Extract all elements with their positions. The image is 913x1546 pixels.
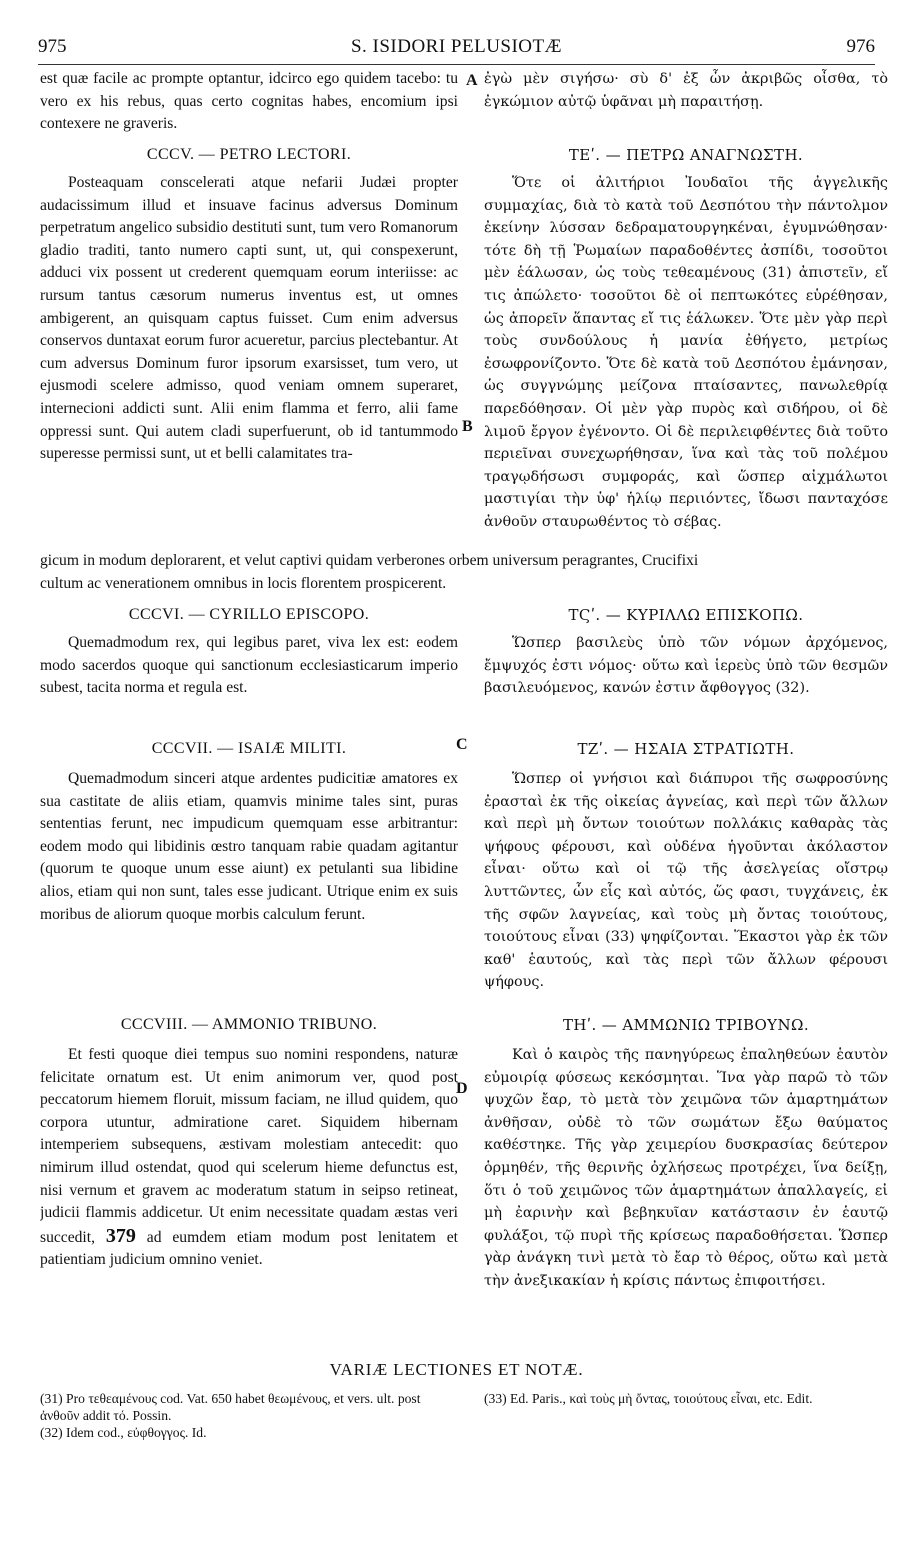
section-305-latin-continuation-2: cultum ac venerationem omnibus in locis florentem prospicerent.	[40, 575, 447, 592]
intro-greek: ἐγὼ μὲν σιγήσω· σὺ δ' ἐξ ὧν ἀκριβῶς οἶσθα, τὸ ἐγκώμιον αὐτῷ ὑφᾶναι μὴ παραιτήσῃ.	[484, 71, 888, 110]
page-number-left: 975	[38, 36, 67, 57]
note-32: (32) Idem cod., εὐφθογγος. Id.	[40, 1425, 207, 1440]
column-page-number: 379	[105, 1224, 136, 1247]
notes-right-column	[484, 1390, 888, 1407]
note-33: (33) Ed. Paris., καὶ τοὺς μὴ ὄντας, τοιούτους εἶναι, etc. Edit.	[484, 1391, 813, 1406]
section-308-latin-text-a: Et festi quoque diei tempus suo nomini respondens, naturæ felicitate ornatum est. Ut enim animorum ver, quod post peccatorum hiemem floruit, missum faciam, ne illud quidem, quo corpora utuntur, admiratione caret. Siquidem hibernam intemperiem subsequens, æstivam molestiam antecedit: quo nimirum illud ostendat, quod qui scelerum hieme defunctus est, nisi vernum et gravem ac moderatum statum in seipso retineat, judicii flammis addicetur. Ut enim necessitate quadam æstas veri succedit,	[40, 1046, 458, 1246]
section-308-latin-text	[40, 1044, 458, 1340]
section-306-latin-title: CCCVI. — CYRILLO EPISCOPO.	[128, 606, 370, 623]
running-title: S. ISIDORI PELUSIOTÆ	[350, 36, 563, 57]
section-305-latin-text: Posteaquam conscelerati atque nefarii Judæi propter audacissimum illud et insuave facinus adversus Dominum perpetratum angelico subsidio destituti sunt, tum vero Romanorum gladio traditi, tanto numero capti sunt, ut, qui conspexerunt, adduci vix possent ut crederent quemquam eorum interiisse: ac rursum tantus cæsorum numerus inventus est, ut omnes ambigerent, an quisquam captus fuisset. Cum enim adversus conservos duntaxat eorum furor acueretur, parcius plectebantur. At cum adversus Dominum furor ipsorum exarsisset, tum vero, ut ejusmodi scelere admisso, quod veniam omnem superaret, internecioni addicti sunt. Alii enim flamma et ferro, alii fame oppressi sunt. Qui autem cladi superfuerunt, ob id tantummodo superesse permissi sunt, ut et belli calamitates tra-	[40, 174, 458, 463]
section-305-greek-title: ΤΕʹ. — ΠΕΤΡΩ ΑΝΑΓΝΩΣΤΗ.	[568, 146, 804, 164]
page-header	[38, 34, 875, 65]
section-308-latin-title: CCCVIII. — AMMONIO TRIBUNO.	[120, 1016, 378, 1033]
section-305-greek-text: Ὅτε οἱ ἀλιτήριοι Ἰουδαῖοι τῆς ἀγγελικῆς συμμαχίας, διὰ τὸ κατὰ τοῦ Δεσπότου τὴν πάντολμον ἐκείνην λύσσαν δεδραματουργηκέναι, ἐγυμνώθησαν· τότε δὴ τῇ Ῥωμαίων παραδοθέντες ἀσπίδι, τοσοῦτοι μὲν ἑάλωσαν, ὡς τοὺς τεθεαμένους (31) ἀπιστεῖν, εἴ τις ἀπώλετο· τοσοῦτοι δὲ οἱ πεπτωκότες εὑρέθησαν, ὡς ἀπορεῖν ἅπαντας εἴ τις ἑάλωκεν. Ὅτε μὲν γὰρ περὶ τοὺς συνδούλους ἡ μανία ἐθήγετο, μετρίως ἐσωφρονίζοντο. Ὅτε δὲ κατὰ τοῦ Δεσπότου ἐμάνησαν, ὡς συγγνώμης μείζονα πταίσαντες, πανωλεθρίᾳ παρεδόθησαν. Οἱ μὲν γὰρ πυρὸς καὶ σιδήρου, οἱ δὲ λιμοῦ ἔργον ἐγένοντο. Οἱ δὲ περιλειφθέντες διὰ τοῦτο περιεῖναι συνεχωρήθησαν, ἵνα καὶ τὰς τοῦ πολέμου τραγῳδήσωσι συμφοράς, καὶ ὥσπερ αἰχμάλωτοι μαστιγίαι τὴν ὑφ' ἡλίῳ περιιόντες, ἴδωσι πανταχόσε ἀνθοῦν σταυρωθέντος τὸ σέβας.	[484, 175, 888, 530]
page-number-right: 976	[846, 36, 875, 57]
section-306-greek-text: Ὥσπερ βασιλεὺς ὑπὸ τῶν νόμων ἀρχόμενος, ἔμψυχός ἐστι νόμος· οὕτω καὶ ἱερεὺς ὑπὸ τῶν θεσμῶν βασιλευόμενος, κανών ἐστιν ἄφθογγος (32).	[484, 635, 888, 697]
section-306-latin-text: Quemadmodum rex, qui legibus paret, viva lex est: eodem modo sacerdos quoque qui sanctionum ecclesiasticarum imperio subest, tacita norma et regula est.	[40, 634, 458, 697]
section-308-greek-title: ΤΗʹ. — ΑΜΜΩΝΙΩ ΤΡΙΒΟΥΝΩ.	[563, 1016, 809, 1034]
margin-marker-c: C	[456, 736, 468, 753]
section-308-latin-text-b: ad eumdem etiam modum post lenitatem et patientiam judicium omnino veniet.	[40, 1228, 458, 1269]
margin-marker-a: A	[466, 72, 478, 89]
intro-latin: est quæ facile ac prompte optantur, idcirco ego quidem tacebo: tu vero ex his rebus, quas certo cognitas habes, encomium ipsi contexere ne graveris.	[40, 70, 458, 133]
notes-title: VARIÆ LECTIONES ET NOTÆ.	[329, 1360, 584, 1379]
section-307-greek-text: Ὥσπερ οἱ γνήσιοι καὶ διάπυροι τῆς σωφροσύνης ἐρασταὶ ἐκ τῆς οἰκείας ἁγνείας, καὶ περὶ τῶν ἄλλων καὶ περὶ μὴ ὄντων τοιούτων πολλάκις καθαρὰς τὰς ψήφους φέρουσι, καὶ οὐδένα ἡγοῦνται ἀκόλαστον εἶναι· οὕτω καὶ οἱ τῷ τῆς ἀσελγείας οἴστρῳ λυττῶντες, ὧν εἷς καὶ αὐτός, ὥς φασι, τυγχάνεις, ἐκ τῆς σφῶν λαγνείας, καὶ τοὺς μὴ ὄντας τοιούτους, τοιούτους εἶναι (33) ψηφίζονται. Ἕκαστοι γὰρ ἐκ τῶν καθ' ἑαυτούς, καὶ τὰς περὶ τῶν ἄλλων φέρουσι ψήφους.	[484, 771, 888, 991]
margin-marker-b: B	[462, 418, 473, 435]
margin-marker-d: D	[456, 1080, 468, 1097]
section-307-latin-title: CCCVII. — ISAIÆ MILITI.	[151, 740, 347, 757]
section-308-greek-text: Καὶ ὁ καιρὸς τῆς πανηγύρεως ἐπαληθεύων ἑαυτὸν εὐμοιρίᾳ φύσεως κεκόσμηται. Ἵνα γὰρ παρῶ τὸ τῶν ψυχῶν ἔαρ, τὸ μετὰ τὸν χειμῶνα τῶν ἁμαρτημάτων ἀνθῆσαν, οὐδὲ τὸ τῶν σωμάτων ἔξω θαύματος καθέστηκε. Τῆς γὰρ χειμερίου δυσκρασίας δεύτερον ὁρμηθέν, τῆς θερινῆς ὀχλήσεως προτρέχει, ἵνα δείξῃ, ὅτι ὁ τοῦ χειμῶνος τῶν ἁμαρτημάτων ἀπαλλαγείς, εἰ μὴ ἐαρινὴν καὶ βεβηκυῖαν κατάστασιν ἐν ἑαυτῷ φυλάξοι, τῷ πυρὶ τῆς κρίσεως παραδοθήσεται. Ὥσπερ γὰρ ἀνάγκη τινὶ μετὰ τὸ ἔαρ τὸ θέρος, οὕτω καὶ μετὰ τὴν ἀνεξικακίαν ἡ κρίσις πάντως ἐπιφοιτήσει.	[484, 1047, 888, 1289]
section-307-greek-title: ΤΖʹ. — ΗΣΑΙΑ ΣΤΡΑΤΙΩΤΗ.	[577, 740, 795, 758]
section-307-latin-text: Quemadmodum sinceri atque ardentes pudicitiæ amatores ex sua castitate de aliis etiam, quamvis minime tales sint, puras sententias ferunt, nec impudicum quemquam esse arbitrantur: eodem modo qui libidinis œstro tanquam rabie quadam agitantur (quorum te quoque unum esse aiunt) ex petulanti sua libidine alios, etiam qui non sunt, tales esse judicant. Utrique enim ex suis moribus de aliorum quoque morbis calculum ferunt.	[40, 770, 458, 923]
section-305-latin-continuation-1: gicum in modum deplorarent, et velut captivi quidam verberones orbem universum peragrantes, Crucifixi	[40, 552, 699, 569]
section-306-greek-title: ΤϚʹ. — ΚΥΡΙΛΛΩ ΕΠΙΣΚΟΠΩ.	[568, 606, 804, 624]
note-31: (31) Pro τεθεαμένους cod. Vat. 650 habet θεωμένους, et vers. ult. post ἀνθοῦν addit τό. Possin.	[40, 1391, 421, 1423]
notes-left-column	[40, 1390, 458, 1441]
section-305-latin-title: CCCV. — PETRO LECTORI.	[146, 146, 352, 163]
